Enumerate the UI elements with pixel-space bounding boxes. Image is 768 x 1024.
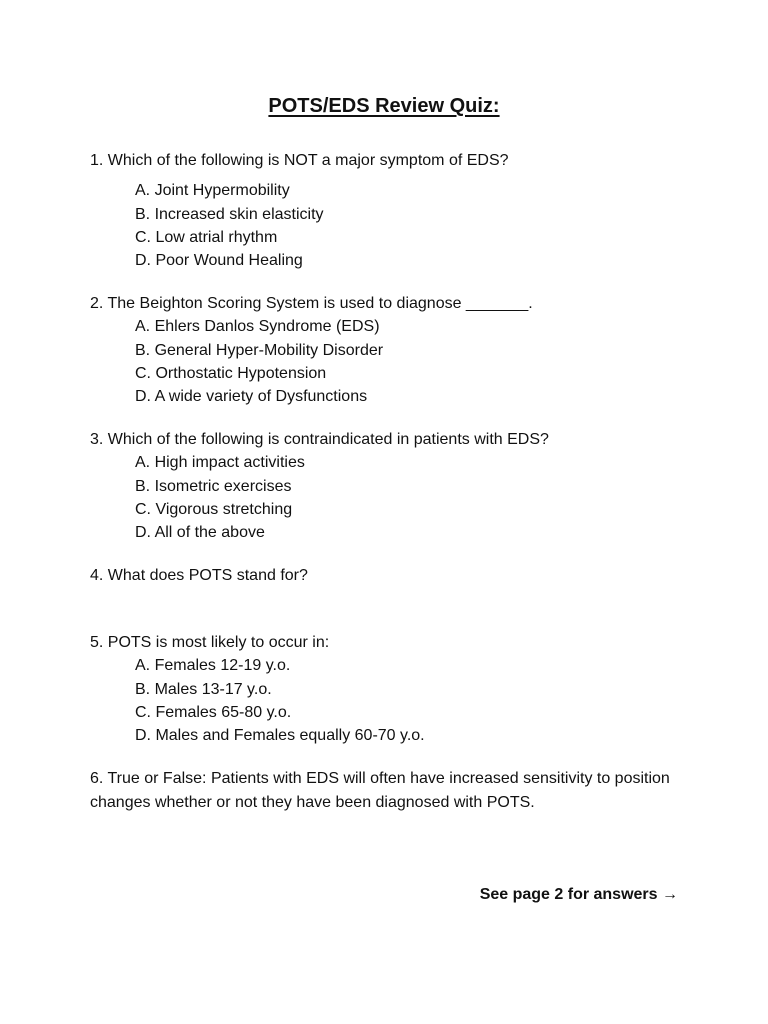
answer-options <box>90 451 690 544</box>
question-4 <box>90 564 690 587</box>
answer-option-a: A. Ehlers Danlos Syndrome (EDS) <box>135 318 380 336</box>
question-6 <box>90 767 690 815</box>
question-text: 3. Which of the following is contraindicated in patients with EDS? <box>90 431 549 448</box>
answer-option-c: C. Vigorous stretching <box>135 500 293 518</box>
question-1 <box>90 149 690 272</box>
answer-option-c: C. Females 65-80 y.o. <box>135 703 292 721</box>
question-text: 2. The Beighton Scoring System is used to diagnose _______. <box>90 295 533 312</box>
answer-option-d: D. A wide variety of Dysfunctions <box>135 388 368 406</box>
answer-option-b: B. Increased skin elasticity <box>135 205 324 223</box>
answer-option-a: A. Females 12-19 y.o. <box>135 657 291 675</box>
answer-options <box>90 315 690 408</box>
answer-option-d: D. All of the above <box>135 524 265 542</box>
answer-option-b: B. General Hyper-Mobility Disorder <box>135 341 384 359</box>
answer-option-a: A. Joint Hypermobility <box>135 182 290 200</box>
answer-options <box>90 654 690 747</box>
question-3 <box>90 428 690 544</box>
answer-option-d: D. Males and Females equally 60-70 y.o. <box>135 727 425 745</box>
answer-option-d: D. Poor Wound Healing <box>135 252 303 270</box>
answer-option-b: B. Isometric exercises <box>135 477 292 495</box>
see-answers-note: See page 2 for answers → <box>479 886 678 903</box>
page-title: POTS/EDS Review Quiz: <box>268 95 500 117</box>
answer-option-b: B. Males 13-17 y.o. <box>135 680 272 698</box>
question-text: 4. What does POTS stand for? <box>90 567 308 584</box>
question-text: 5. POTS is most likely to occur in: <box>90 634 330 651</box>
answer-options <box>90 179 690 272</box>
question-2 <box>90 292 690 408</box>
answer-option-a: A. High impact activities <box>135 454 305 472</box>
question-5 <box>90 631 690 747</box>
answer-option-c: C. Low atrial rhythm <box>135 228 278 246</box>
question-text: 1. Which of the following is NOT a major symptom of EDS? <box>90 152 509 169</box>
question-text: 6. True or False: Patients with EDS will often have increased sensitivity to position changes whether or not they have been diagnosed with POTS. <box>90 770 670 811</box>
answer-option-c: C. Orthostatic Hypotension <box>135 364 327 382</box>
